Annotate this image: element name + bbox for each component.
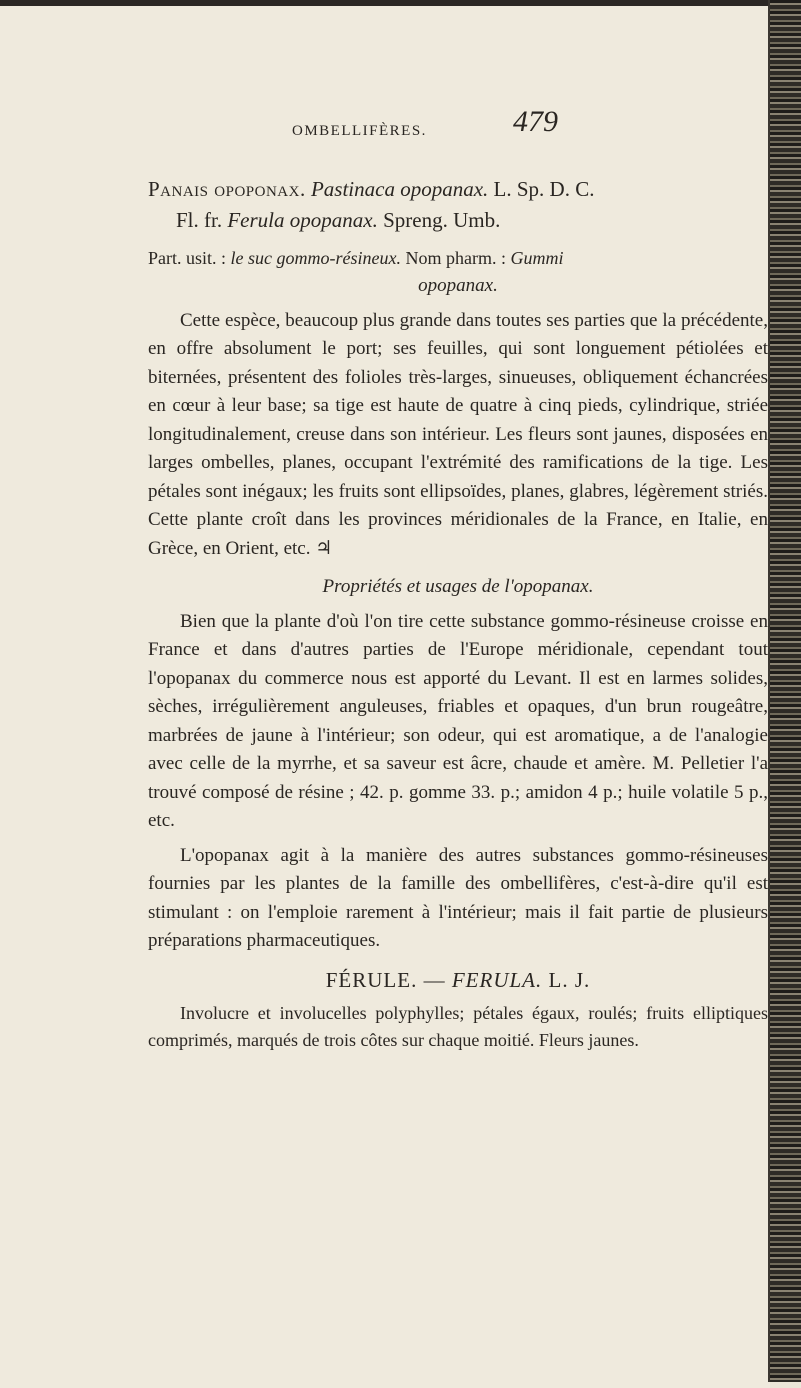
pharm-value: Gummi bbox=[510, 248, 564, 268]
properties-paragraph-1: Bien que la plante d'où l'on tire cette substance gommo-résineuse croisse en France et dans d'autres parties de l'Europe méridionale, cependant tout l'opopanax du commerce nous est apporté du Levant. Il est en larmes solides, sèches, irrégulièrement anguleuses, friables et opaques, d'un brun rougeâtre, marbrées de jaune à l'intérieur; son odeur, qui est aromatique, a de l'analogie avec celle de la myrrhe, et sa saveur est âcre, chaude et amère. M. Pelletier l'a trouvé composé de résine ; 42. p. gomme 33. p.; amidon 4 p.; huile volatile 5 p., etc. bbox=[148, 610, 768, 831]
page-header bbox=[0, 103, 770, 143]
properties-paragraph-2: L'opopanax agit à la manière des autres substances gommo-résineuses fournies par les plantes de la famille des ombellifères, c'est-à-dire qu'il est stimulant : on l'emploie rarement à l'intérieur; mais il fait partie de plusieurs préparations pharmaceutiques. bbox=[148, 844, 768, 951]
entry-synonym bbox=[148, 205, 768, 236]
entry-authors: L. Sp. D. C. bbox=[493, 177, 595, 201]
pharm-value-cont: opopanax. bbox=[418, 275, 498, 296]
properties-heading: Propriétés et usages de l'opopanax. bbox=[322, 576, 594, 597]
ferule-heading bbox=[148, 966, 768, 995]
entry-common-name: Panais opoponax. bbox=[148, 177, 306, 201]
synonym-latin: Ferula opopanax. bbox=[227, 208, 378, 232]
book-binding-edge bbox=[768, 0, 801, 1382]
page-body bbox=[148, 174, 768, 1054]
ferule-title: FÉRULE. — bbox=[325, 967, 446, 992]
pharm-label: Nom pharm. : bbox=[405, 248, 506, 268]
synonym-author: Spreng. Umb. bbox=[383, 208, 501, 232]
part-label: Part. usit. : bbox=[148, 248, 227, 268]
description-paragraph: Cette espèce, beaucoup plus grande dans toutes ses parties que la précédente, en offre absolument le port; ses feuilles, qui sont longuement pétiolées et biternées, présentent des folioles très-larges, sinueuses, obliquement échancrées en cœur à leur base; sa tige est haute de quatre à cinq pieds, cylindrique, striée longitudinalement, creuse dans son intérieur. Les fleurs sont jaunes, disposées en larges ombelles, planes, occupant l'extrémité des ramifications de la tige. Les pétales sont inégaux; les fruits sont ellipsoïdes, planes, glabres, légèrement striés. Cette plante croît dans les provinces méridionales de la France, en Italie, en Grèce, en Orient, etc. ♃ bbox=[148, 309, 768, 559]
entry-latin-name: Pastinaca opopanax. bbox=[310, 177, 489, 201]
running-head: OMBELLIFÈRES. bbox=[292, 123, 427, 139]
part-value: le suc gommo-résineux. bbox=[230, 248, 401, 268]
page-number: 479 bbox=[513, 105, 558, 138]
entry-title bbox=[148, 174, 768, 205]
ferule-latin: FERULA. bbox=[451, 967, 543, 992]
part-used bbox=[148, 244, 768, 272]
ferule-author: L. J. bbox=[548, 967, 591, 992]
ferule-paragraph: Involucre et involucelles polyphylles; pétales égaux, roulés; fruits elliptiques comprimés, marqués de trois côtes sur chaque moitié. Fleurs jaunes. bbox=[148, 1003, 768, 1050]
synonym-prefix: Fl. fr. bbox=[176, 208, 223, 232]
